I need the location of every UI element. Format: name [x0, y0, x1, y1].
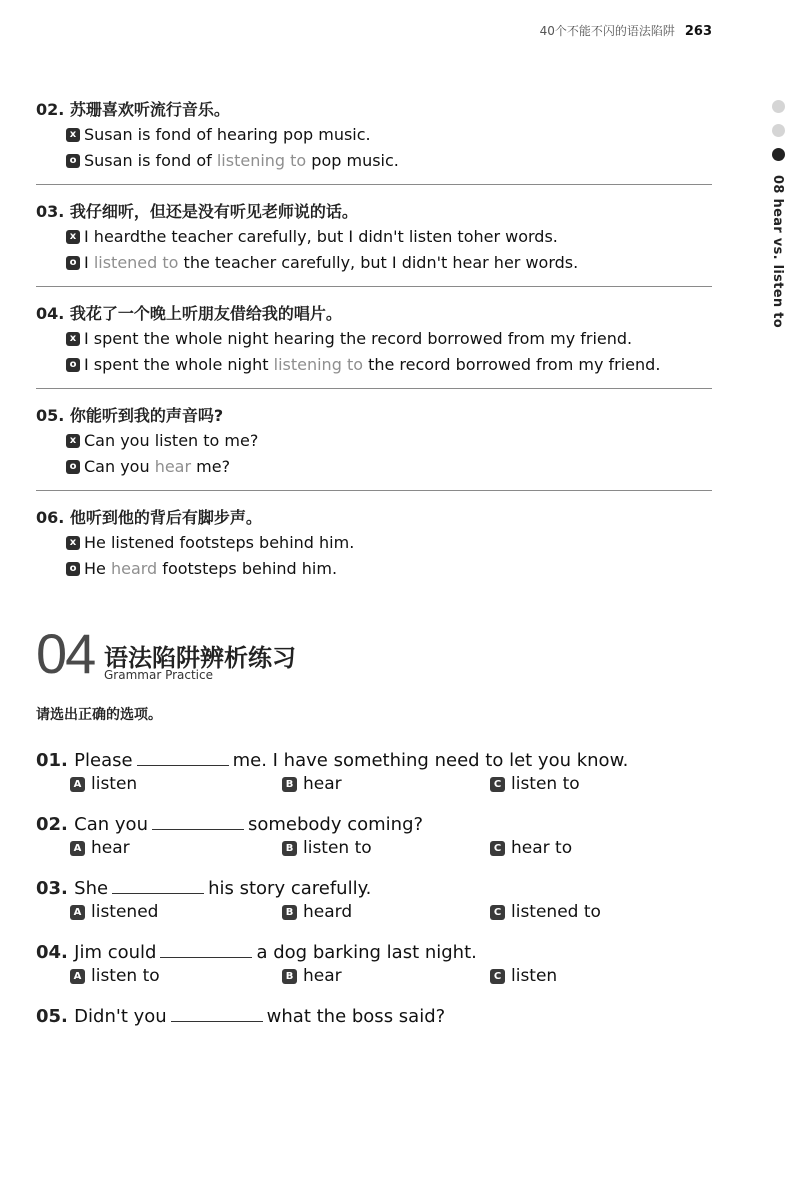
example-item [36, 200, 712, 287]
option-c-icon: C [490, 969, 505, 984]
wrong-mark-icon: x [66, 434, 80, 448]
answer-blank[interactable] [137, 750, 229, 766]
example-question: 02. 苏珊喜欢听流行音乐。 [36, 100, 230, 119]
wrong-sentence: x I spent the whole night hearing the record borrowed from my friend. [36, 326, 712, 352]
side-chapter-tab: 08 hear vs. listen to [770, 175, 785, 328]
header-title: 40个不能不闪的语法陷阱 [539, 24, 675, 38]
option-a-icon: A [70, 777, 85, 792]
example-question: 03. 我仔细听，但还是没有听见老师说的话。 [36, 202, 358, 221]
option-a-icon: A [70, 905, 85, 920]
example-item [36, 302, 712, 389]
option-b[interactable]: B hear [282, 966, 342, 986]
option-a-icon: A [70, 969, 85, 984]
right-mark-icon: o [66, 256, 80, 270]
option-b-icon: B [282, 905, 297, 920]
option-c[interactable]: C listened to [490, 902, 601, 922]
right-sentence: o Susan is fond of listening to pop music. [36, 148, 712, 174]
page-number: 263 [684, 24, 712, 39]
option-c[interactable]: C listen to [490, 774, 580, 794]
right-mark-icon: o [66, 562, 80, 576]
option-b[interactable]: B heard [282, 902, 352, 922]
example-question: 06. 他听到他的背后有脚步声。 [36, 508, 262, 527]
answer-blank[interactable] [112, 878, 204, 894]
option-a[interactable]: A hear [70, 838, 130, 858]
right-sentence: o I spent the whole night listening to the record borrowed from my friend. [36, 352, 712, 378]
example-question: 04. 我花了一个晚上听朋友借给我的唱片。 [36, 304, 342, 323]
option-c-icon: C [490, 841, 505, 856]
wrong-sentence: x I heardthe teacher carefully, but I didn't listen toher words. [36, 224, 712, 250]
option-b[interactable]: B hear [282, 774, 342, 794]
exercise-item: 01. Please me. I have something need to let you know. A listen B hear C listen to [36, 750, 629, 794]
right-sentence: o He heard footsteps behind him. [36, 556, 712, 582]
wrong-mark-icon: x [66, 128, 80, 142]
example-question: 05. 你能听到我的声音吗? [36, 406, 224, 425]
right-sentence: o Can you hear me? [36, 454, 712, 480]
option-c[interactable]: C listen [490, 966, 557, 986]
option-a[interactable]: A listened [70, 902, 158, 922]
exercise-item: 03. She his story carefully. A listened B heard C listened to [36, 878, 601, 922]
option-a[interactable]: A listen to [70, 966, 160, 986]
chapter-dot-icon [772, 124, 785, 137]
option-a[interactable]: A listen [70, 774, 137, 794]
page-header [540, 22, 712, 39]
option-c[interactable]: C hear to [490, 838, 572, 858]
wrong-mark-icon: x [66, 536, 80, 550]
exercise-item: 05. Didn't you what the boss said? [36, 1006, 446, 1027]
answer-blank[interactable] [160, 942, 252, 958]
option-b[interactable]: B listen to [282, 838, 372, 858]
option-b-icon: B [282, 777, 297, 792]
right-mark-icon: o [66, 154, 80, 168]
option-b-icon: B [282, 969, 297, 984]
chapter-dot-icon [772, 100, 785, 113]
option-a-icon: A [70, 841, 85, 856]
wrong-sentence: x Can you listen to me? [36, 428, 712, 454]
option-c-icon: C [490, 905, 505, 920]
wrong-sentence: x Susan is fond of hearing pop music. [36, 122, 712, 148]
chapter-dots [772, 100, 785, 161]
section-heading [36, 622, 536, 686]
right-sentence: o I listened to the teacher carefully, but I didn't hear her words. [36, 250, 712, 276]
section-title-cn: 语法陷阱辨析练习 [104, 644, 296, 672]
exercise-item: 04. Jim could a dog barking last night. A listen to B hear C listen [36, 942, 558, 986]
right-mark-icon: o [66, 460, 80, 474]
example-item [36, 404, 712, 491]
option-b-icon: B [282, 841, 297, 856]
wrong-sentence: x He listened footsteps behind him. [36, 530, 712, 556]
right-mark-icon: o [66, 358, 80, 372]
instruction-text: 请选出正确的选项。 [36, 707, 162, 723]
wrong-mark-icon: x [66, 332, 80, 346]
option-c-icon: C [490, 777, 505, 792]
answer-blank[interactable] [171, 1006, 263, 1022]
section-title-en: Grammar Practice [104, 668, 213, 682]
section-number: 04 [36, 622, 95, 685]
exercise-item: 02. Can you somebody coming? A hear B listen to C hear to [36, 814, 573, 858]
example-item [36, 98, 712, 185]
answer-blank[interactable] [152, 814, 244, 830]
wrong-mark-icon: x [66, 230, 80, 244]
example-item [36, 506, 712, 592]
chapter-dot-active-icon [772, 148, 785, 161]
